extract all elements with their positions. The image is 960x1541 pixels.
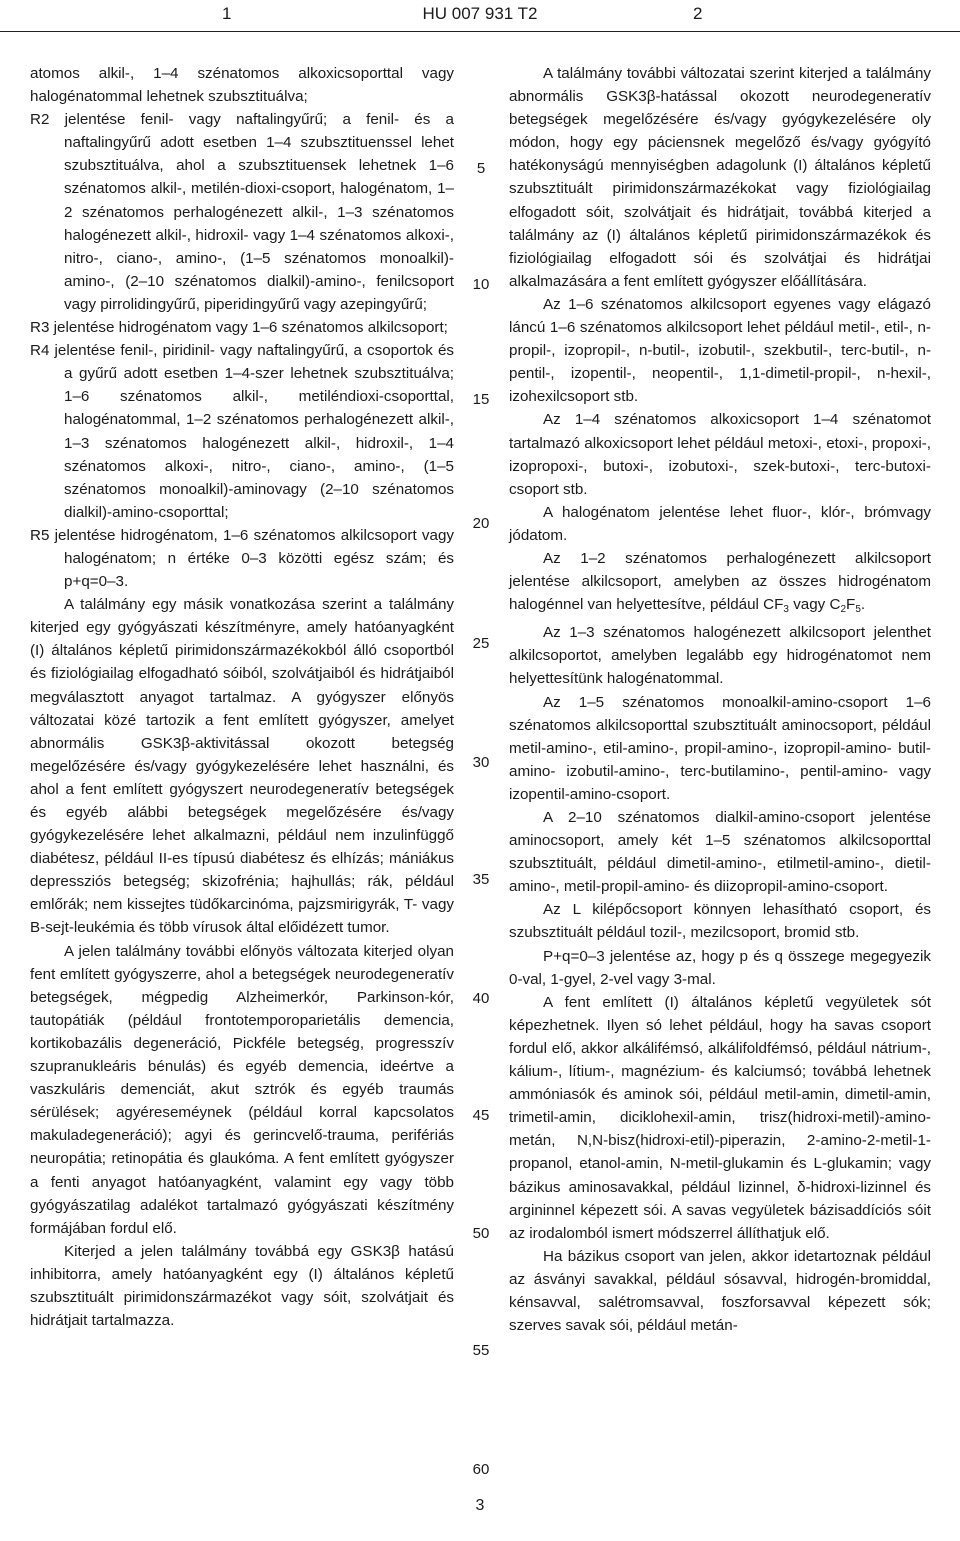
line-number: 20 <box>472 515 490 532</box>
right-column <box>509 62 931 1337</box>
line-number: 40 <box>472 990 490 1007</box>
text-run: Az 1–2 szénatomos perhalogénezett alkilcsoport jelentése alkilcsoport, amelyben az összes hidrogénatom halogénnel van helyettesítve, például CF <box>509 549 931 614</box>
page-number: 3 <box>475 1497 485 1514</box>
line-number: 25 <box>472 635 490 652</box>
text-run: F <box>846 596 856 614</box>
paragraph: Az 1–6 szénatomos alkilcsoport egyenes vagy elágazó láncú 1–6 szénatomos alkilcsoport lehet például metil-, etil-, n-propil-, izopropil-, n-butil-, izobutil-, szekbutil-, terc-butil-, n-pentil-, izopentil-, neopentil-, 1,1-dimetil-propil-, n-hexil-, izohexilcsoport stb. <box>509 295 931 406</box>
paragraph: Ha bázikus csoport van jelen, akkor idetartoznak például az ásványi savakkal, például sósavval, hidrogén-bromiddal, kénsavval, salétromsavval, foszforsavval képezett sók; szerves savak sói, például metán- <box>509 1247 931 1335</box>
line-number: 55 <box>472 1342 490 1359</box>
paragraph: Az 1–4 szénatomos alkoxicsoport 1–4 szénatomot tartalmazó alkoxicsoport lehet például metoxi-, etoxi-, propoxi-, izopropoxi-, butoxi-, izobutoxi-, szek-butoxi-, terc-butoxi-csoport stb. <box>509 411 931 498</box>
line-number: 15 <box>472 391 490 408</box>
definition-r4: R4 jelentése fenil-, piridinil- vagy naftalingyűrű, a csoportok és a gyűrű adott esetben 1–4-szer lehetnek szubsztituálva; 1–6 szénatomos alkil-, metiléndioxi-csoporttal, halogénatommal, 1–2 szénatomos perhalogénezett alkil-, 1–3 szénatomos halogénezett alkil-, hidroxil-, 1–4 szénatomos alkoxi-, nitro-, ciano-, amino-, (1–5 szénatomos monoalkil)-aminovagy (2–10 szénatomos dialkil)-amino-csoporttal; <box>30 342 454 521</box>
paragraph: A jelen találmány további előnyös változata kiterjed olyan fent említett gyógyszerre, ahol a betegségek neurodegeneratív betegségek, mégpedig Alzheimerkór, Parkinson-kór, tautopátiák (például frontotemporoparietális demencia, kortikobazális degeneráció, Pickféle betegség, progresszív szupranukleáris bénulás) és egyéb demencia, ideértve a vaszkuláris demenciát, akut sztrók és egyéb traumás sérülések; agyéreseméynek (például korral kapcsolatos makuladegeneráció); agyi és gerincvelő-trauma, perifériás neuropátia; retinopátia és glaukóma. A fent említett gyógyszer a fenti anyagot hatóanyagként, valamint egy vagy több gyógyászatilag adalékot tartalmazó gyógyászati készítmény formájában fordul elő. <box>30 942 454 1237</box>
line-number-gutter <box>466 0 496 1541</box>
left-column <box>30 62 454 1332</box>
column-number-left: 1 <box>222 4 232 23</box>
line-number: 30 <box>472 754 490 771</box>
paragraph: A találmány egy másik vonatkozása szerint a találmány kiterjed egy gyógyászati készítményre, amely hatóanyagként (I) általános képletű pirimidonszármazékokból álló csoportból és fiziológiailag elfogadható sóiból, szolvátjaiból és hidrátjaiból megválasztott anyagot tartalmaz. A gyógyszer előnyös változatai közé tartozik a fent említett gyógyszer, amelyet abnormális GSK3β-aktivitással okozott betegség megelőzésére és/vagy gyógykezelésére lehet használni, és ahol a fent említett gyógyszert neurodegeneratív betegségek és egyéb alábbi betegségek megelőzésére és/vagy gyógykezelésére lehet alkalmazni, például nem inzulinfüggő diabétesz, például II-es típusú diabétesz és elhízás; mániákus depressziós betegség; skizofrénia; hajhullás; rák, például emlőrák; nem kissejtes tüdőkarcinóma, pajzsmirigyrák, T- vagy B-sejt-leukémia és több vírusok által előidézett tumor. <box>30 596 454 937</box>
line-number: 10 <box>472 276 490 293</box>
paragraph: A találmány további változatai szerint kiterjed a találmány abnormális GSK3β-hatással okozott neurodegeneratív betegségek megelőzésére és/vagy gyógykezelésére oly módon, hogy egy páciensnek megelőző és/vagy gyógyító hatékonyságú mennyiségben adagolunk (I) általános képletű szubsztituált pirimidonszármazékokat vagy fiziológiailag elfogadott sóit, szolvátjait és hidrátjait, továbbá kiterjed a találmány az (I) általános képletű pirimidonszármazékok és fiziológiailag elfogadott sói és szolvátjai és hidrátjai alkalmazására a fent említett gyógyszer előállítására. <box>509 65 931 290</box>
paragraph: A halogénatom jelentése lehet fluor-, klór-, brómvagy jódatom. <box>509 503 931 544</box>
subscript: 3 <box>783 604 789 616</box>
paragraph: Kiterjed a jelen találmány továbbá egy GSK3β hatású inhibitorra, amely hatóanyagként egy (I) általános képletű szubsztituált pirimidonszármazékot vagy sóit, szolvátjait és hidrátjait tartalmazza. <box>30 1242 454 1330</box>
line-number: 60 <box>472 1461 490 1478</box>
paragraph: P+q=0–3 jelentése az, hogy p és q összege megegyezik 0-val, 1-gyel, 2-vel vagy 3-mal. <box>509 947 931 988</box>
text-run: . <box>860 596 866 614</box>
paragraph: A 2–10 szénatomos dialkil-amino-csoport jelentése aminocsoport, amely két 1–5 szénatomos alkilcsoporttal szubsztituált, például dimetil-amino-, etilmetil-amino-, dietil-amino-, metil-propil-amino- és diizopropil-amino-csoport. <box>509 809 931 896</box>
column-number-right: 2 <box>693 4 703 23</box>
subscript: 2 <box>840 604 847 616</box>
line-number: 45 <box>472 1107 490 1124</box>
paragraph-perhalogenated <box>509 547 931 621</box>
subscript: 5 <box>855 604 861 616</box>
line-number: 35 <box>472 871 490 888</box>
definition-r3: R3 jelentése hidrogénatom vagy 1–6 szénatomos alkilcsoport; <box>30 319 448 337</box>
paragraph: Az 1–3 szénatomos halogénezett alkilcsoport jelenthet alkilcsoportot, amelyben legalább egy hidrogénatomot nem helyettesítünk halogénatommal. <box>509 624 931 688</box>
definition-r5: R5 jelentése hidrogénatom, 1–6 szénatomos alkilcsoport vagy halogénatom; n értéke 0–3 közötti egész szám; és p+q=0–3. <box>30 526 454 591</box>
patent-number: HU 007 931 T2 <box>422 4 538 23</box>
line-number: 50 <box>472 1225 490 1242</box>
line-number: 5 <box>476 160 486 177</box>
definition-r2: R2 jelentése fenil- vagy naftalingyűrű; a fenil- és a naftalingyűrű adott esetben 1–4 szubsztituenssel lehet szubsztituálva, ahol a szubsztituensek lehetnek 1–6 szénatomos alkil-, metilén-dioxi-csoport, halogénatom, 1–2 szénatomos perhalogénezett alkil-, 1–3 szénatomos halogénezett alkil-, hidroxil- vagy 1–4 szénatomos alkoxi-, nitro-, ciano-, amino-, (1–5 szénatomos monoalkil)-amino-, (2–10 szénatomos dialkil)-amino-, fenilcsoport vagy pirrolidingyűrű, piperidingyűrű vagy azepingyűrű; <box>30 111 454 313</box>
paragraph: A fent említett (I) általános képletű vegyületek sót képezhetnek. Ilyen só lehet például, hogy ha savas csoport fordul elő, akkor alkálifémsó, alkálifoldfémsó, például nátrium-, kálium-, lítium-, magnézium- és kalciumsó; továbbá lehetnek ammóniasók és aminok sói, például metil-amin, dimetil-amin, trimetil-amin, diciklohexil-amin, trisz(hidroxi-metil)-amino-metán, N,N-bisz(hidroxi-etil)-piperazin, 2-amino-2-metil-1-propanol, etanol-amin, N-metil-glukamin és L-glukamin; vagy bázikus aminosavakkal, például lizinnel, δ-hidroxi-lizinnel és argininnel képezett sói. A savas vegyületek bázisaddíciós sóit az irodalomból ismert módszerrel állíthatjuk elő. <box>509 993 931 1242</box>
text-run: vagy C <box>788 596 841 614</box>
paragraph: Az L kilépőcsoport könnyen lehasítható csoport, és szubsztituált például tozil-, mezilcsoport, bromid stb. <box>509 901 931 942</box>
paragraph: Az 1–5 szénatomos monoalkil-amino-csoport 1–6 szénatomos alkilcsoporttal szubsztituált aminocsoport, például metil-amino-, etil-amino-, propil-amino-, izopropil-amino- butil-amino- izobutil-amino-, terc-butilamino-, pentil-amino- vagy izopentil-amino-csoport. <box>509 693 931 803</box>
paragraph: atomos alkil-, 1–4 szénatomos alkoxicsoporttal vagy halogénatommal lehetnek szubsztituálva; <box>30 65 454 106</box>
